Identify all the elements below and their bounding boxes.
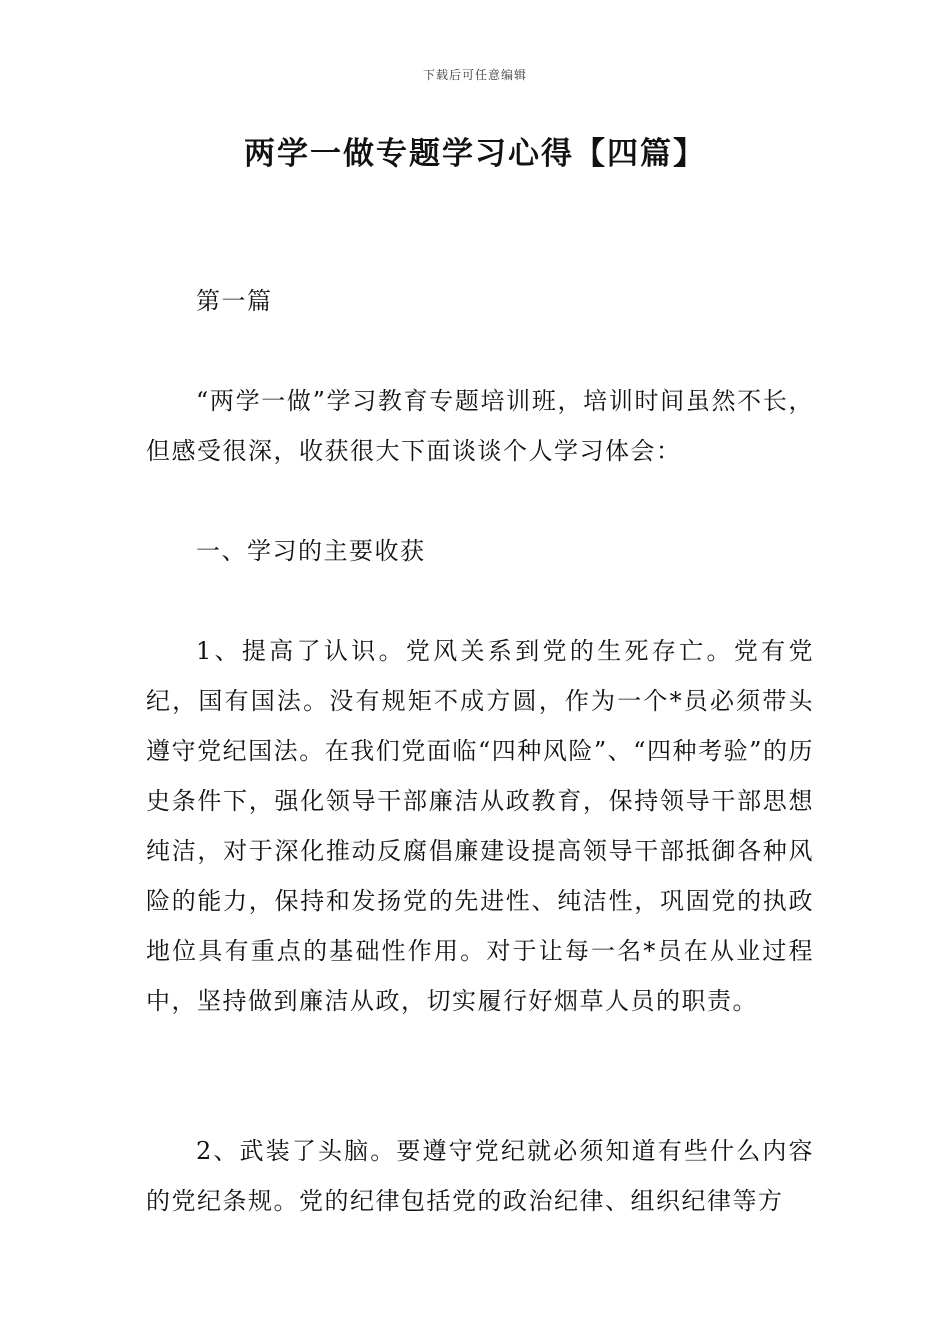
document-title: 两学一做专题学习心得【四篇】 [244,136,706,172]
paragraph-2: 2、武装了头脑。要遵守党纪就必须知道有些什么内容的党纪条规。党的纪律包括党的政治纪律、组织纪律等方 [146,1137,814,1215]
header-note: 下载后可任意编辑 [422,68,527,82]
section-heading: 一、学习的主要收获 [196,537,426,565]
paragraph-1: 1、提高了认识。党风关系到党的生死存亡。党有党纪，国有国法。没有规矩不成方圆，作为一个*员必须带头遵守党纪国法。在我们党面临“四种风险”、“四种考验”的历史条件下，强化领导干部廉洁从政教育，保持领导干部思想纯洁，对于深化推动反腐倡廉建设提高领导干部抵御各种风险的能力，保持和发扬党的先进性、纯洁性，巩固党的执政地位具有重点的基础性作用。对于让每一名*员在从业过程中，坚持做到廉洁从政，切实履行好烟草人员的职责。 [146,637,814,1015]
part-label: 第一篇 [196,287,273,315]
intro-paragraph: “两学一做”学习教育专题培训班，培训时间虽然不长，但感受很深，收获很大下面谈谈个人学习体会： [146,387,814,465]
